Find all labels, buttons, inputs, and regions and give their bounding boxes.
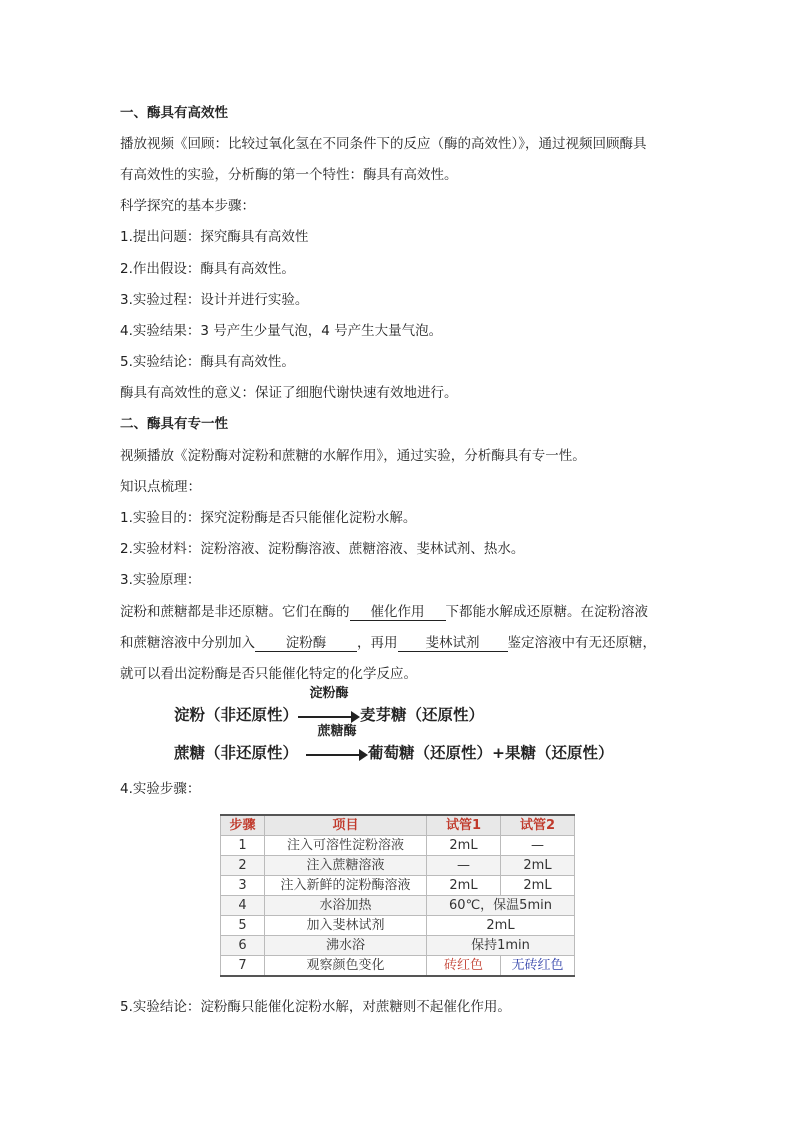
table-row: 5 加入斐林试剂 2mL <box>221 916 575 936</box>
table-row: 2 注入蔗糖溶液 — 2mL <box>221 856 575 876</box>
paragraph: 有高效性的实验，分析酶的第一个特性：酶具有高效性。 <box>120 167 458 183</box>
reaction-arrow: 蔗糖酶 <box>306 744 368 764</box>
table-row: 6 沸水浴 保持1min <box>221 936 575 956</box>
table-header-row <box>221 815 575 836</box>
table-row: 3 注入新鲜的淀粉酶溶液 2mL 2mL <box>221 876 575 896</box>
list-item: 3.实验过程：设计并进行实验。 <box>120 292 309 308</box>
experiment-steps-table <box>220 814 575 977</box>
principle-line-1: 淀粉和蔗糖都是非还原糖。它们在酶的 催化作用 下都能水解成还原糖。在淀粉溶液 <box>120 604 648 620</box>
table-row: 7 观察颜色变化 砖红色 无砖红色 <box>221 956 575 977</box>
header-cell: 项目 <box>265 815 427 836</box>
table-row: 4 水浴加热 60℃，保温5min <box>221 896 575 916</box>
list-item: 4.实验结果：3 号产生少量气泡，4 号产生大量气泡。 <box>120 323 443 339</box>
principle-line-2: 和蔗糖溶液中分别加入 淀粉酶 ，再用 斐林试剂 鉴定溶液中有无还原糖， <box>120 635 656 651</box>
section-1-heading: 一、酶具有高效性 <box>120 105 228 121</box>
header-cell: 步骤 <box>221 815 265 836</box>
reaction-arrow: 淀粉酶 <box>298 706 360 726</box>
meaning-text: 酶具有高效性的意义：保证了细胞代谢快速有效地进行。 <box>120 385 458 401</box>
knowledge-title: 知识点梳理： <box>120 479 201 495</box>
section-2-heading: 二、酶具有专一性 <box>120 416 228 432</box>
paragraph: 视频播放《淀粉酶对淀粉和蔗糖的水解作用》，通过实验，分析酶具有专一性。 <box>120 448 586 464</box>
fill-blank: 斐林试剂 <box>398 635 508 652</box>
paragraph: 播放视频《回顾：比较过氧化氢在不同条件下的反应（酶的高效性）》，通过视频回顾酶具 <box>120 136 647 152</box>
fill-blank: 催化作用 <box>350 604 446 621</box>
result-no-brick-red: 无砖红色 <box>501 956 575 977</box>
reaction-equation-starch: 淀粉（非还原性） 淀粉酶 麦芽糖（还原性） <box>174 685 485 724</box>
steps-title: 科学探究的基本步骤： <box>120 198 255 214</box>
table-row: 1 注入可溶性淀粉溶液 2mL — <box>221 836 575 856</box>
header-cell: 试管1 <box>427 815 501 836</box>
principle-line-3: 就可以看出淀粉酶是否只能催化特定的化学反应。 <box>120 666 417 682</box>
list-item: 2.实验材料：淀粉溶液、淀粉酶溶液、蔗糖溶液、斐林试剂、热水。 <box>120 541 525 557</box>
list-item: 5.实验结论：酶具有高效性。 <box>120 354 295 370</box>
list-item: 2.作出假设：酶具有高效性。 <box>120 261 295 277</box>
list-item: 1.实验目的：探究淀粉酶是否只能催化淀粉水解。 <box>120 510 417 526</box>
list-item: 3.实验原理： <box>120 572 201 588</box>
fill-blank: 淀粉酶 <box>255 635 357 652</box>
reaction-equation-sucrose: 蔗糖（非还原性） 蔗糖酶 葡萄糖（还原性）+果糖（还原性） <box>174 723 614 762</box>
list-item: 4.实验步骤： <box>120 781 201 797</box>
list-item: 1.提出问题：探究酶具有高效性 <box>120 229 309 245</box>
result-brick-red: 砖红色 <box>427 956 501 977</box>
conclusion-text: 5.实验结论：淀粉酶只能催化淀粉水解，对蔗糖则不起催化作用。 <box>120 999 511 1015</box>
header-cell: 试管2 <box>501 815 575 836</box>
